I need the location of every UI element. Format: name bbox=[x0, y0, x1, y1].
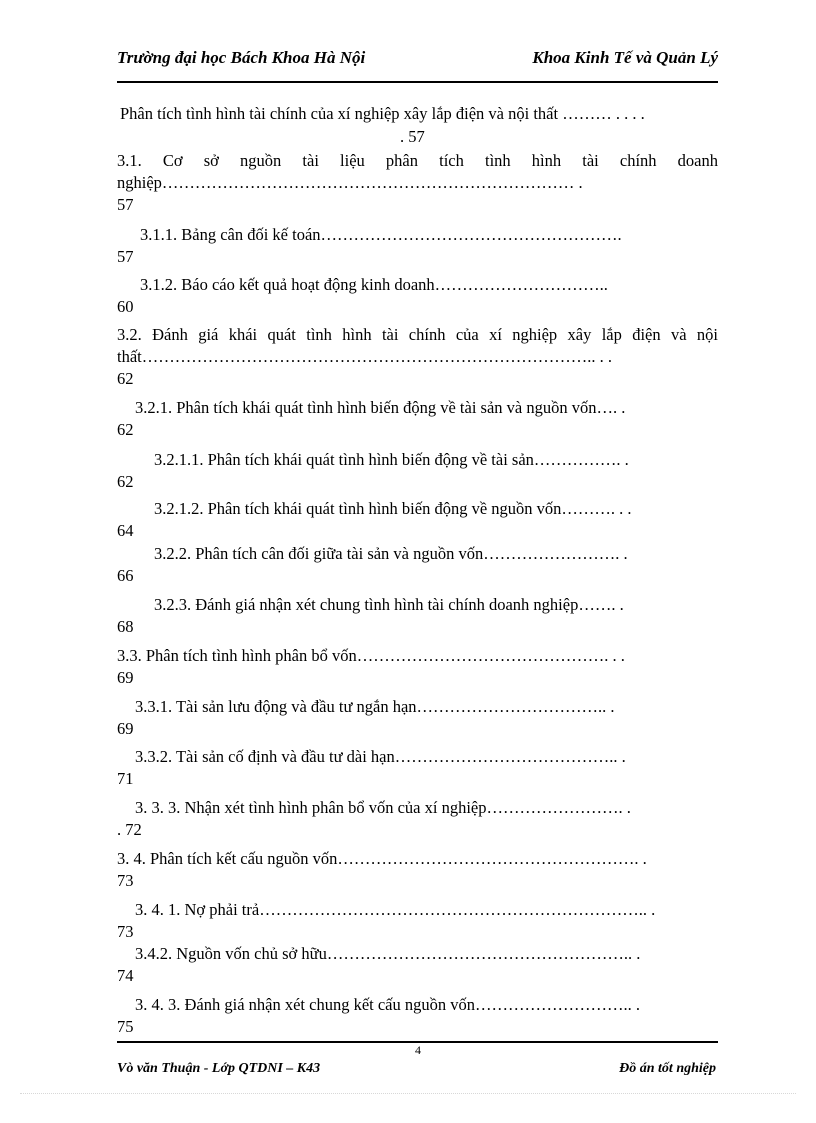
toc-page-number: 75 bbox=[117, 1017, 134, 1036]
toc-page-number: 68 bbox=[117, 617, 134, 636]
toc-page-number: 71 bbox=[117, 769, 134, 788]
toc-page-number: 69 bbox=[117, 719, 134, 738]
toc-entry: 3.1.2. Báo cáo kết quả hoạt động kinh doanh………………………….. bbox=[140, 275, 608, 294]
toc-page-number: 74 bbox=[117, 966, 134, 985]
footer-author: Vò văn Thuận - Lớp QTDNI – K43 bbox=[117, 1061, 321, 1076]
toc-page-number: 73 bbox=[117, 871, 134, 890]
toc-page-number: 62 bbox=[117, 369, 134, 388]
toc-entry: 3.2.1. Phân tích khái quát tình hình biến động về tài sản và nguồn vốn…. . bbox=[135, 398, 626, 417]
toc-entry: 3.2.1.2. Phân tích khái quát tình hình biến động về nguồn vốn………. . . bbox=[154, 499, 632, 518]
toc-page-number: 57 bbox=[117, 247, 134, 266]
toc-entry: 3.3. Phân tích tình hình phân bổ vốn………………………………………. . . bbox=[117, 646, 625, 665]
toc-entry: Phân tích tình hình tài chính của xí nghiệp xây lắp điện và nội thất ……… . . . . bbox=[120, 104, 645, 123]
page-edge-divider bbox=[20, 1093, 796, 1094]
toc-page-number: 62 bbox=[117, 420, 134, 439]
toc-page-number: 69 bbox=[117, 668, 134, 687]
toc-entry: 3. 4. 1. Nợ phải trả…………………………………………………………….. . bbox=[135, 900, 656, 919]
toc-entry: 3. 3. 3. Nhận xét tình hình phân bổ vốn của xí nghiệp……………………. . bbox=[135, 798, 631, 817]
toc-entry: 3.3.2. Tài sản cố định và đầu tư dài hạn………………………………….. . bbox=[135, 747, 626, 766]
toc-entry: 3.2. Đánh giá khái quát tình hình tài chính của xí nghiệp xây lắp điện và nội bbox=[117, 325, 718, 344]
toc-entry: 3.1.1. Bảng cân đối kế toán………………………………………………. bbox=[140, 225, 622, 244]
toc-entry: 3.4.2. Nguồn vốn chủ sở hữu……………………………………………….. . bbox=[135, 944, 641, 963]
toc-page-number: 62 bbox=[117, 472, 134, 491]
toc-page-number: . 57 bbox=[400, 127, 425, 146]
footer-document-type: Đồ án tốt nghiệp bbox=[619, 1061, 716, 1076]
toc-page-number: 60 bbox=[117, 297, 134, 316]
toc-entry: 3.1. Cơ sở nguồn tài liệu phân tích tình hình tài chính doanh bbox=[117, 151, 718, 170]
toc-entry: 3.2.2. Phân tích cân đối giữa tài sản và nguồn vốn……………………. . bbox=[154, 544, 628, 563]
page-number: 4 bbox=[415, 1043, 421, 1057]
toc-page-number: 57 bbox=[117, 195, 134, 214]
header-university: Trường đại học Bách Khoa Hà Nội bbox=[117, 48, 366, 67]
toc-page-number: 66 bbox=[117, 566, 134, 585]
header-faculty: Khoa Kinh Tế và Quản Lý bbox=[532, 48, 718, 67]
toc-page-number: 64 bbox=[117, 521, 134, 540]
toc-entry-continuation: thất……………………………………………………………………….. . . bbox=[117, 347, 612, 366]
toc-entry: 3.2.1.1. Phân tích khái quát tình hình biến động về tài sản……………. . bbox=[154, 450, 629, 469]
toc-entry: 3. 4. 3. Đánh giá nhận xét chung kết cấu nguồn vốn……………………….. . bbox=[135, 995, 641, 1014]
toc-entry: 3.3.1. Tài sản lưu động và đầu tư ngắn hạn…………………………….. . bbox=[135, 697, 615, 716]
toc-page-number: . 72 bbox=[117, 820, 142, 839]
toc-entry: 3.2.3. Đánh giá nhận xét chung tình hình tài chính doanh nghiệp……. . bbox=[154, 595, 624, 614]
toc-entry: 3. 4. Phân tích kết cấu nguồn vốn………………………………………………. . bbox=[117, 849, 647, 868]
toc-page-number: 73 bbox=[117, 922, 134, 941]
toc-entry-continuation: nghiệp………………………………………………………………… . bbox=[117, 173, 583, 192]
